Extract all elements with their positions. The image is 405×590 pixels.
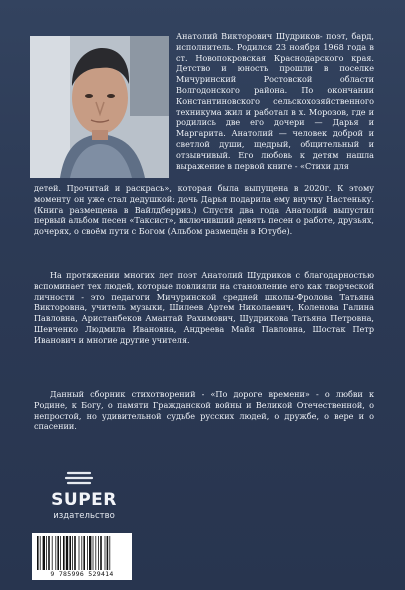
author-bio-continuation: детей. Прочитай и раскрась», которая была выпущена в 2020г. К этому моменту он уже стал дедушкой: дочь Дарья подарила ему внучку Настеньку. (Книга размещена в Вайлдберриз.) Спустя два года Анатолий выпустил первый альбом песен «Таксист», включивший девять песен о работе, друзьях, дочерях, о своём пути с Богом (Альбом размещён в Ютубе).	[34, 183, 374, 237]
author-photo	[30, 36, 169, 178]
barcode-bars	[36, 536, 128, 570]
collection-description: Данный сборник стихотворений - «По дороге времени» - о любви к Родине, к Богу, о памяти Гражданской войны и Великой Отечественной, о непростой, но удивительной судьбе русских людей, о дружбе, о вере и о спасении.	[34, 389, 374, 432]
barcode-number: 9 785996 529414	[50, 570, 114, 578]
author-bio-intro: Анатолий Викторович Шудриков- поэт, бард, исполнитель. Родился 23 ноября 1968 года в ст. Новопокровская Краснодарского края. Детство и юность прошли в поселке Мичуринский Ростовской области Волгодонского района. По окончании Константиновского сельскохозяйственного техникума жил и работал в х. Морозов, где и родились две его дочери — Дарья и Маргарита. Анатолий — человек доброй и светлой души, щедрый, общительный и отзывчивый. Его любовь к детям нашла выражение в первой книге - «Стихи для	[176, 31, 374, 171]
publisher-name: SUPER	[51, 490, 117, 510]
isbn-barcode	[32, 533, 132, 580]
publisher-logo	[44, 470, 124, 530]
teachers-paragraph: На протяжении многих лет поэт Анатолий Шудриков с благодарностью вспоминает тех людей, которые повлияли на становление его как творческой личности - это педагоги Мичуринской средней школы-Фролова Татьяна Викторовна, учитель музыки, Шилеев Артем Николаевич, Коленова Галина Павловна, Аристанбеков Амантай Рахимович, Шудрикова Татьяна Петровна, Шевченко Людмила Ивановна, Андреева Майя Павловна, Шостак Петр Иванович и многие другие учителя.	[34, 270, 374, 345]
publisher-subtitle: издательство	[53, 511, 115, 521]
author-portrait	[30, 36, 169, 178]
publisher-stripes-icon	[64, 470, 94, 488]
